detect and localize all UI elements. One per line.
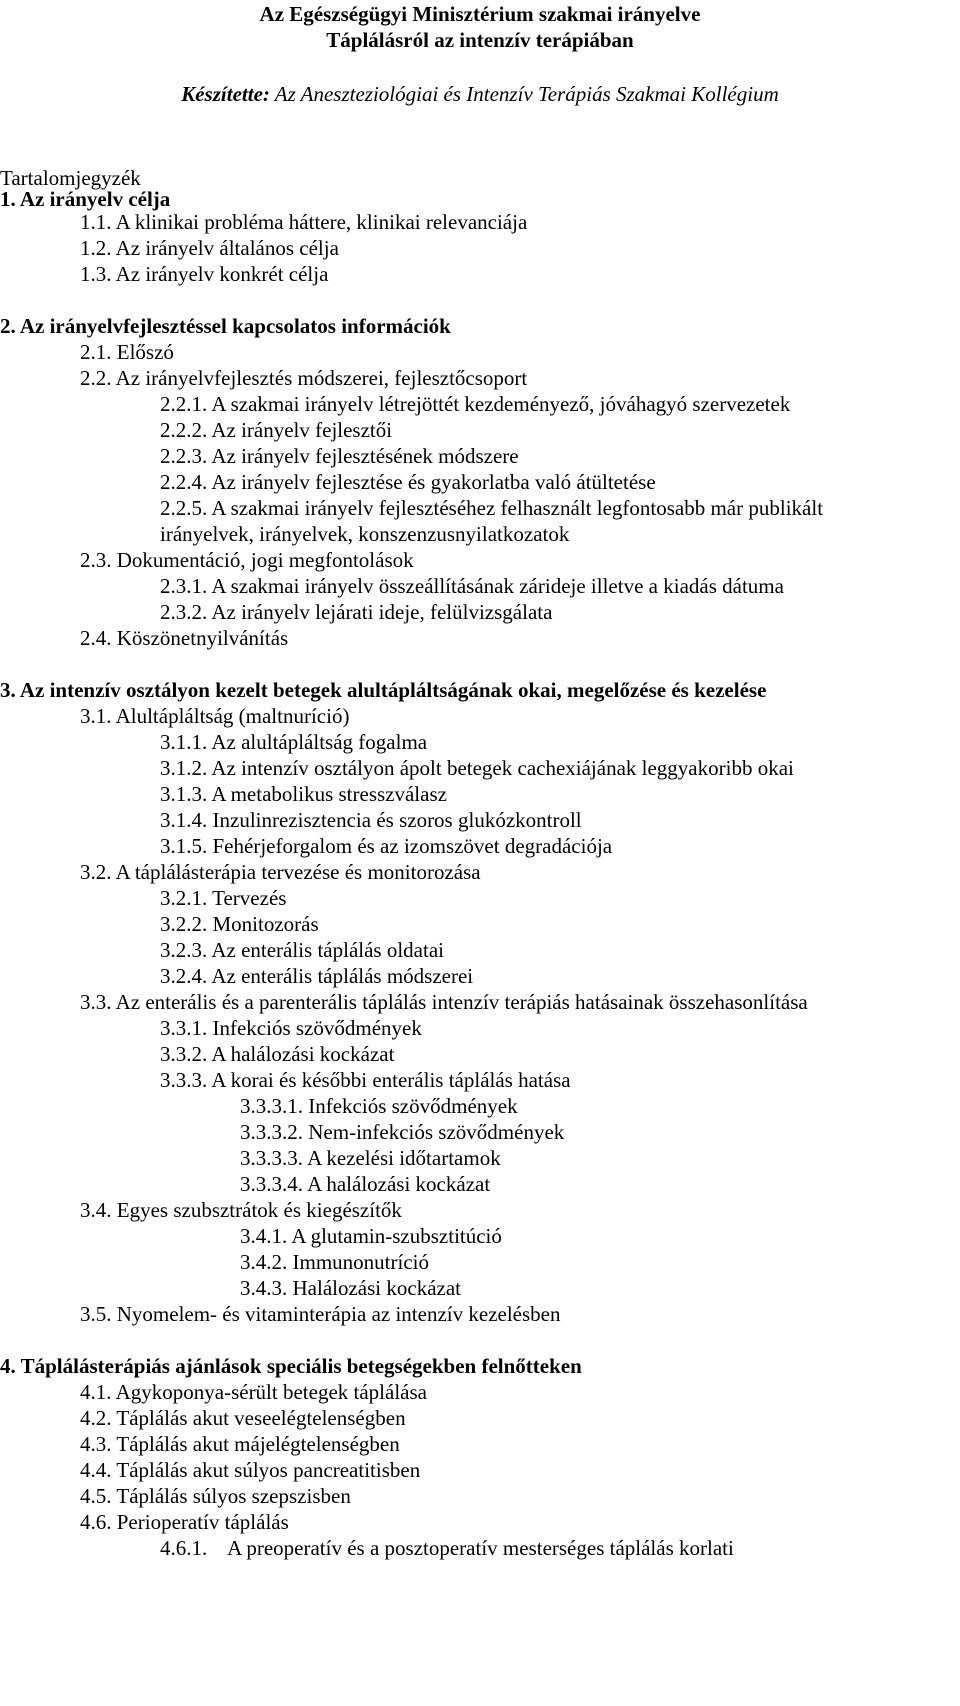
toc-entry [240,1144,501,1172]
toc-entry [240,1092,518,1120]
toc-entry-number: 3.1.3. [160,782,208,806]
toc-entry-text: Táplálás akut súlyos pancreatitisben [111,1458,421,1482]
toc-entry-text: Előszó [111,340,174,364]
toc-entry-text: A glutamin-szubsztitúció [287,1224,502,1248]
toc-entry-number: 3.4.3. [240,1276,288,1300]
toc-entry-number: 3.3.3.3. [240,1146,303,1170]
document-subtitle: Táplálásról az intenzív terápiában [326,28,634,52]
toc-entry-text: Halálozási kockázat [287,1276,461,1300]
toc-entry-number: 2.2.5. [160,496,208,520]
toc-entry [80,988,808,1016]
toc-entry [80,338,174,366]
toc-entry-number: 2.4. [80,626,112,650]
toc-entry-text: A korai és későbbi enterális táplálás hatása [207,1068,571,1092]
toc-entry-number: 2.2.4. [160,470,208,494]
toc-entry-number: 3.1.1. [160,730,208,754]
toc-entry-text: Az enterális táplálás oldatai [207,938,444,962]
toc-entry-number: 2.1. [80,340,112,364]
toc-entry-text: Agykoponya-sérült betegek táplálása [111,1380,427,1404]
toc-entry-text: A szakmai irányelv fejlesztéséhez felhasznált legfontosabb már publikált [207,496,824,520]
toc-entry [80,1196,402,1224]
toc-heading: Tartalomjegyzék [0,166,141,190]
toc-entry [240,1170,490,1198]
toc-entry [80,702,349,730]
toc-entry [160,572,784,600]
toc-entry-number: 2.2.1. [160,392,208,416]
toc-entry-text: A klinikai probléma háttere, klinikai relevanciája [111,210,528,234]
toc-entry-text: Az irányelv fejlesztése és gyakorlatba való átültetése [207,470,656,494]
toc-entry-number: 2.3.2. [160,600,208,624]
toc-entry-number: 3.1.4. [160,808,208,832]
toc-entry-text: Az enterális és a parenterális táplálás intenzív terápiás hatásainak összehasonlítása [111,990,808,1014]
toc-entry-number: 4.4. [80,1458,112,1482]
toc-entry [160,754,794,782]
toc-entry [160,962,473,990]
toc-entry-number: 1.1. [80,210,112,234]
toc-entry-text: Immunonutríció [287,1250,429,1274]
toc-entry-number: 4.5. [80,1484,112,1508]
toc-entry-text: Az alultápláltság fogalma [207,730,428,754]
toc-entry-number: 2.2.3. [160,444,208,468]
toc-entry [160,1066,571,1094]
toc-entry [80,858,481,886]
toc-entry-text: A preoperatív és a posztoperatív mesterséges táplálás korlati [207,1536,734,1560]
toc-entry-number: 3.3.3.1. [240,1094,303,1118]
toc-entry-number: 3.3.2. [160,1042,208,1066]
toc-entry-text: Monitozorás [207,912,319,936]
toc-entry-text: Az irányelv lejárati ideje, felülvizsgálata [207,600,553,624]
toc-entry [160,832,612,860]
toc-entry-text: Nyomelem- és vitaminterápia az intenzív kezelésben [111,1302,561,1326]
toc-entry-number: 3.3.1. [160,1016,208,1040]
toc-entry-number: 3.1.5. [160,834,208,858]
toc-entry-number: 3.3.3. [160,1068,208,1092]
toc-entry-number: 1. [0,187,16,211]
toc-entry-number: 4.1. [80,1380,112,1404]
toc-entry-text: Dokumentáció, jogi megfontolások [111,548,414,572]
toc-entry-text: Az enterális táplálás módszerei [207,964,474,988]
toc-entry-text: Infekciós szövődmények [207,1016,422,1040]
toc-entry [160,1040,394,1068]
toc-entry-text: Az irányelvfejlesztés módszerei, fejlesztőcsoport [111,366,528,390]
toc-entry-number: 3.4.2. [240,1250,288,1274]
toc-entry-text: Táplálásterápiás ajánlások speciális betegségekben felnőtteken [15,1354,582,1378]
toc-entry-text: Tervezés [207,886,287,910]
toc-entry [240,1274,461,1302]
toc-entry-number: 3.2.4. [160,964,208,988]
toc-entry [80,1482,351,1510]
toc-entry [80,208,527,236]
toc-entry [80,1430,400,1458]
toc-entry [80,1378,427,1406]
toc-entry-text: Táplálás akut májelégtelenségben [111,1432,400,1456]
toc-entry [160,494,823,522]
toc-entry-text: Az irányelv fejlesztésének módszere [207,444,519,468]
toc-entry [80,1508,289,1536]
toc-entry-text: Alultápláltság (maltnuríció) [111,704,350,728]
author-label: Készítette: [181,82,270,106]
toc-entry-text: A halálozási kockázat [207,1042,395,1066]
toc-entry [160,910,319,938]
toc-entry-continuation: irányelvek, irányelvek, konszenzusnyilatkozatok [160,522,570,546]
toc-entry-text: A szakmai irányelv összeállításának zárideje illetve a kiadás dátuma [207,574,784,598]
toc-entry-number: 3.2.1. [160,886,208,910]
toc-entry-number: 3.2. [80,860,112,884]
toc-entry-text: A halálozási kockázat [303,1172,491,1196]
toc-entry-number: 4. [0,1354,16,1378]
toc-entry-text: A táplálásterápia tervezése és monitorozása [111,860,481,884]
toc-entry-text: A metabolikus stresszválasz [207,782,447,806]
toc-entry-number: 4.2. [80,1406,112,1430]
document-title: Az Egészségügyi Minisztérium szakmai irányelve [259,2,701,26]
toc-entry-text: Az intenzív osztályon kezelt betegek alultápláltságának okai, megelőzése és kezelése [15,678,767,702]
toc-entry [80,260,328,288]
toc-entry-text: Táplálás súlyos szepszisben [111,1484,351,1508]
toc-entry [240,1222,502,1250]
toc-entry [160,598,552,626]
toc-entry [80,1404,406,1432]
toc-entry [80,1456,420,1484]
toc-entry [160,442,519,470]
toc-entry [240,1118,564,1146]
toc-entry-number: 2.3. [80,548,112,572]
toc-entry [160,390,790,418]
toc-entry [240,1248,429,1276]
toc-entry-number: 3.3.3.2. [240,1120,303,1144]
toc-entry-number: 3.4.1. [240,1224,288,1248]
toc-entry [160,728,427,756]
toc-entry-text: A kezelési időtartamok [303,1146,501,1170]
toc-entry [0,312,451,340]
toc-entry-number: 2.2. [80,366,112,390]
toc-entry [160,468,656,496]
toc-entry-number: 3.3.3.4. [240,1172,303,1196]
toc-entry-number: 1.3. [80,262,112,286]
toc-entry-text: Az irányelv fejlesztői [207,418,393,442]
toc-entry-number: 3.1.2. [160,756,208,780]
toc-entry-text: Nem-infekciós szövődmények [303,1120,565,1144]
toc-entry-number: 1.2. [80,236,112,260]
toc-entry [160,806,582,834]
toc-entry-text: Fehérjeforgalom és az izomszövet degradációja [207,834,613,858]
toc-entry-text: Köszönetnyilvánítás [111,626,289,650]
toc-entry-text: Inzulinrezisztencia és szoros glukózkontroll [207,808,582,832]
toc-entry-number: 3.1. [80,704,112,728]
author-value: Az Aneszteziológiai és Intenzív Terápiás Szakmai Kollégium [269,82,779,106]
toc-entry-number: 2.3.1. [160,574,208,598]
toc-entry-number: 4.6. [80,1510,112,1534]
author-line [0,80,960,108]
toc-entry-text: Táplálás akut veseelégtelenségben [111,1406,406,1430]
toc-entry-number: 3.2.2. [160,912,208,936]
toc-entry-text: Az intenzív osztályon ápolt betegek cachexiájának leggyakoribb okai [207,756,794,780]
toc-entry-text: Egyes szubsztrátok és kiegészítők [111,1198,402,1222]
toc-entry [0,1352,582,1380]
toc-entry-number: 3.2.3. [160,938,208,962]
toc-entry-number: 3.4. [80,1198,112,1222]
toc-entry-text: Infekciós szövődmények [303,1094,518,1118]
toc-entry-text: Az irányelvfejlesztéssel kapcsolatos információk [15,314,451,338]
toc-entry [80,364,527,392]
toc-entry [80,546,414,574]
toc-entry-number: 3.5. [80,1302,112,1326]
toc-entry [160,1014,422,1042]
toc-entry [160,936,444,964]
toc-entry-number: 2.2.2. [160,418,208,442]
toc-entry-text: Az irányelv célja [15,187,171,211]
toc-entry [160,1534,734,1562]
toc-entry-number: 4.3. [80,1432,112,1456]
toc-entry [80,234,339,262]
toc-entry-number: 2. [0,314,16,338]
toc-entry-text: A szakmai irányelv létrejöttét kezdeményező, jóváhagyó szervezetek [207,392,791,416]
toc-entry [160,884,286,912]
toc-entry [80,624,288,652]
toc-entry-text: Az irányelv konkrét célja [111,262,329,286]
toc-entry [0,676,766,704]
toc-entry [160,780,447,808]
toc-entry [80,1300,560,1328]
toc-entry-number: 3.3. [80,990,112,1014]
toc-entry-text: Az irányelv általános célja [111,236,339,260]
toc-entry-number: 3. [0,678,16,702]
toc-entry-number: 4.6.1. [160,1536,208,1560]
toc-entry-text: Perioperatív táplálás [111,1510,289,1534]
toc-entry [160,416,392,444]
